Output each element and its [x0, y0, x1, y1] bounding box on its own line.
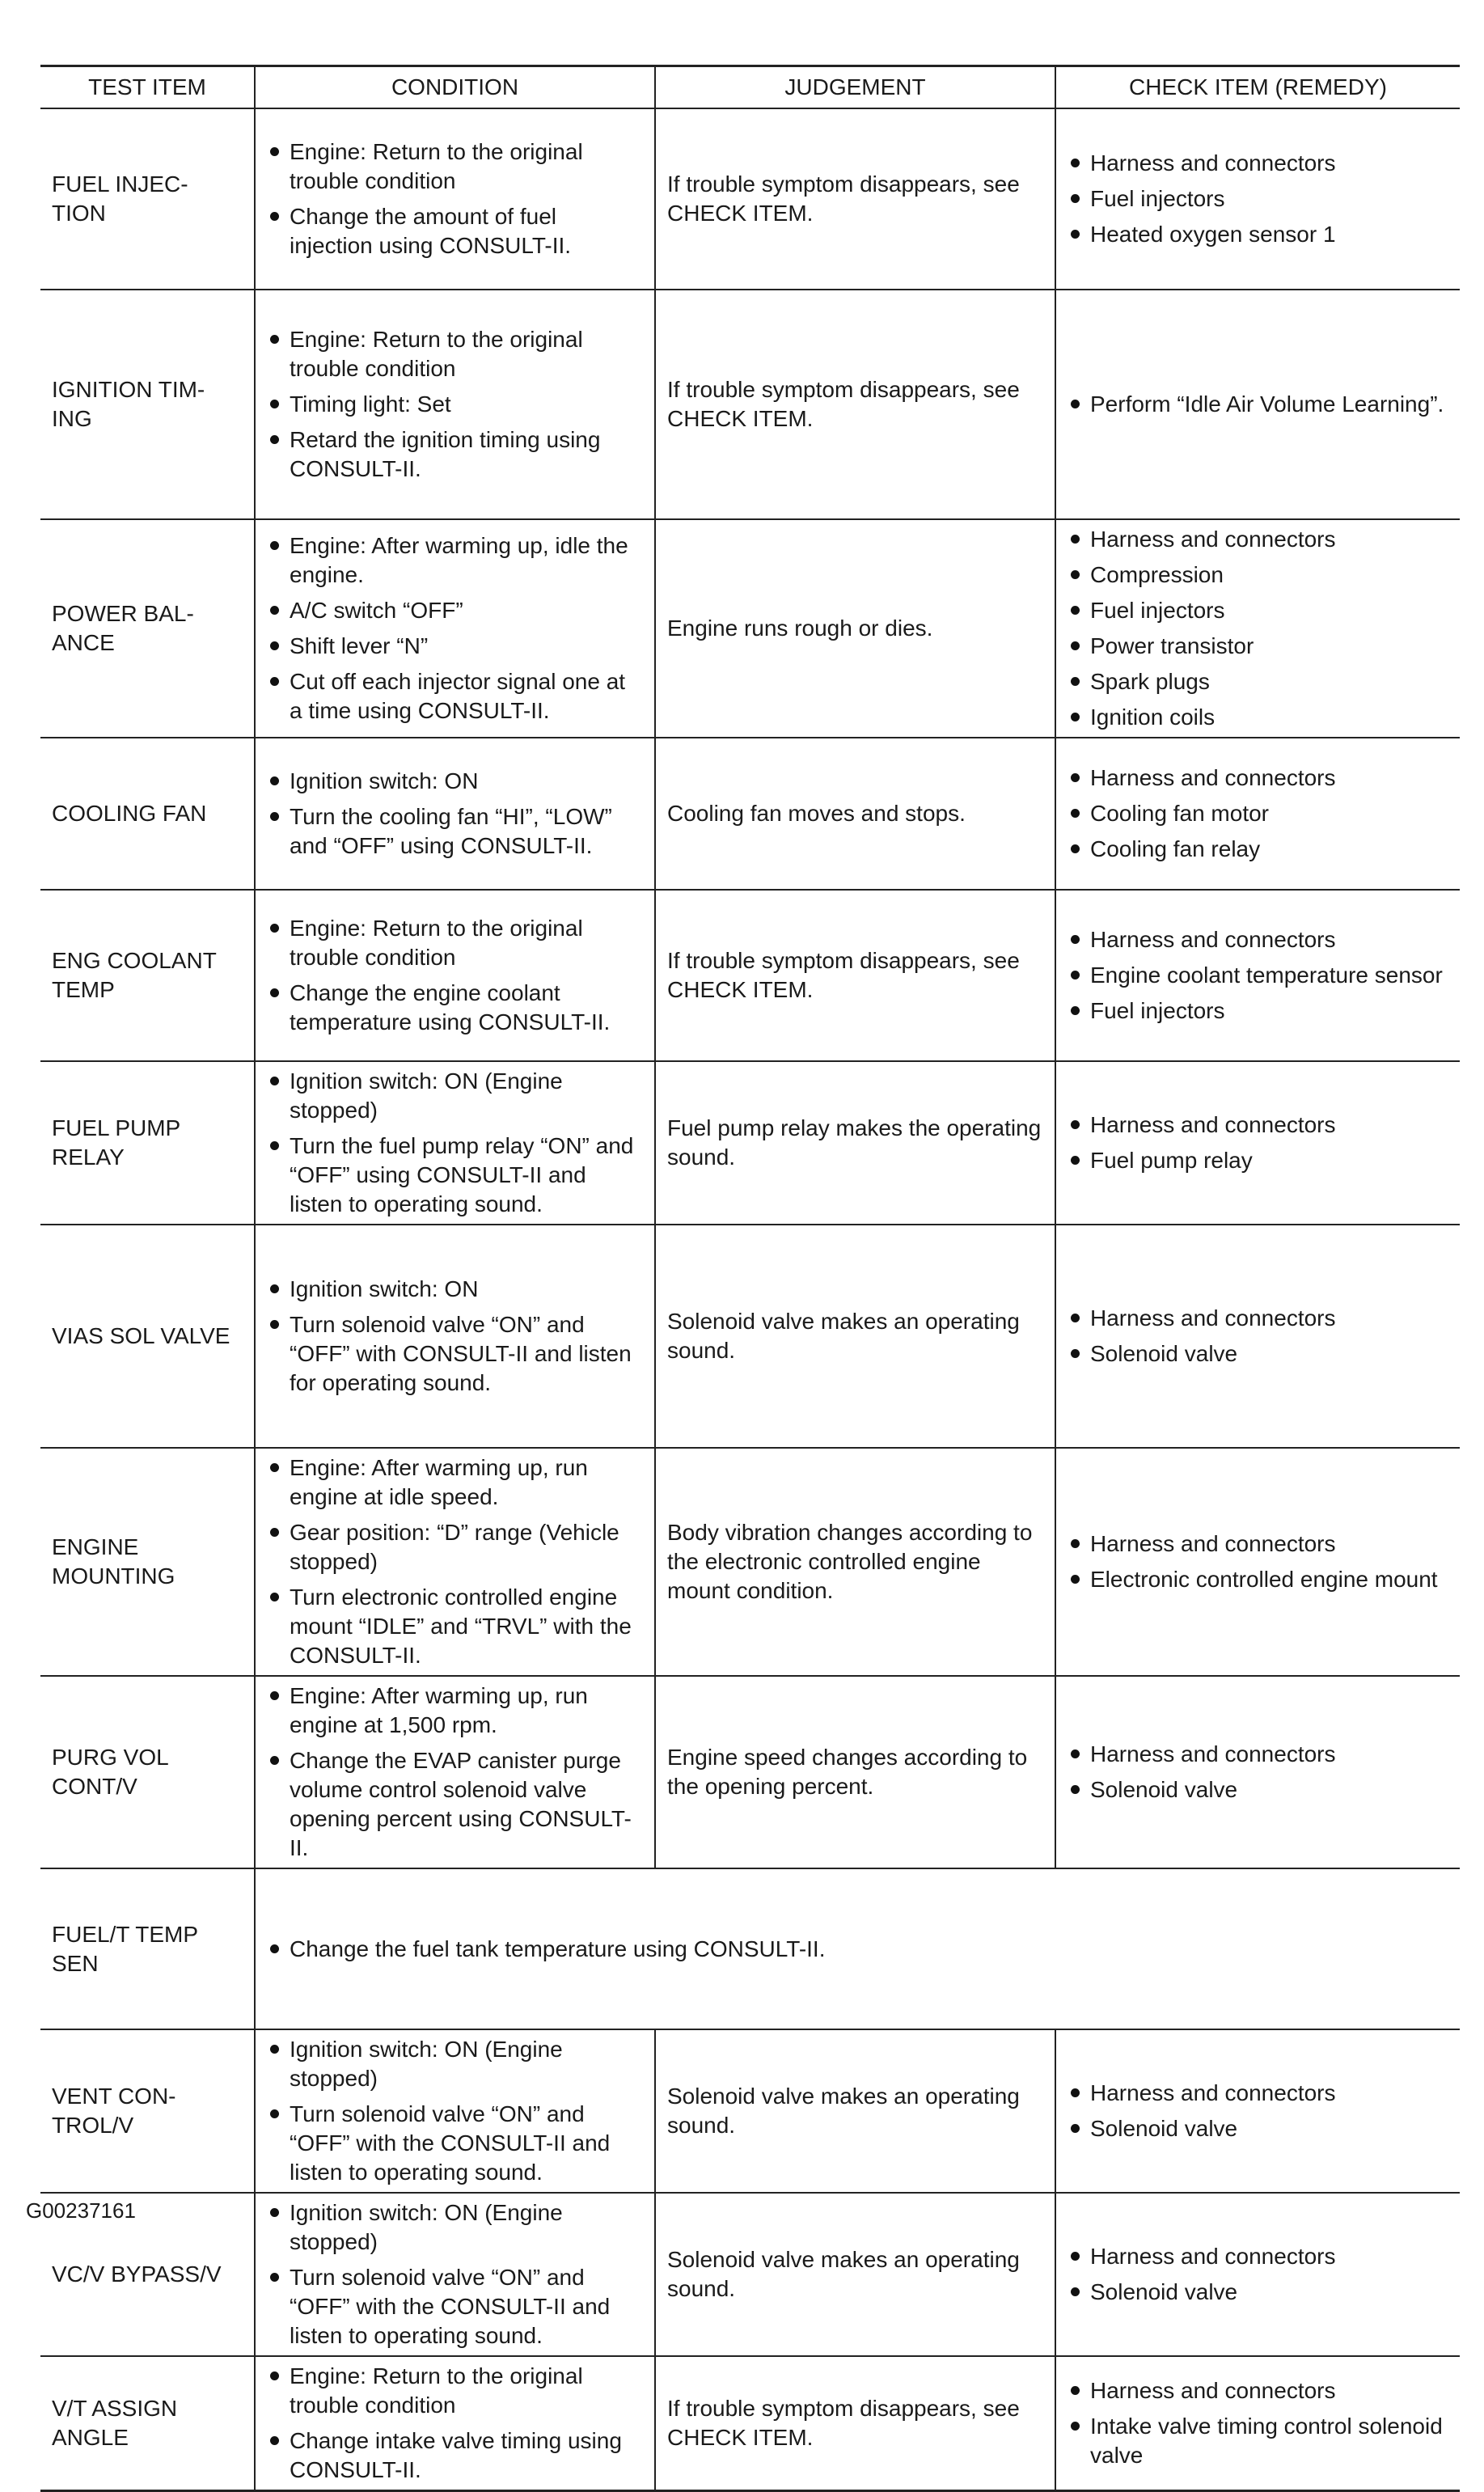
- bullet-item: Turn the cooling fan “HI”, “LOW” and “OFF” using CONSULT-II.: [267, 802, 643, 861]
- condition-cell: [255, 108, 655, 290]
- table-row: [40, 1061, 1460, 1225]
- condition-cell: [255, 2029, 655, 2193]
- condition-cell: [255, 1225, 655, 1448]
- bullet-item: Harness and connectors: [1068, 1740, 1448, 1769]
- bullet-item: Compression: [1068, 561, 1448, 590]
- check-item-list: [1068, 2242, 1448, 2307]
- bullet-item: Spark plugs: [1068, 667, 1448, 696]
- bullet-item: Fuel pump relay: [1068, 1146, 1448, 1175]
- bullet-item: Turn solenoid valve “ON” and “OFF” with the CONSULT-II and listen to operating sound.: [267, 2100, 643, 2187]
- bullet-item: Fuel injectors: [1068, 184, 1448, 214]
- figure-code: G00237161: [26, 2198, 136, 2223]
- condition-list: [267, 1682, 643, 1863]
- bullet-item: Change the fuel tank temperature using CONSULT-II.: [267, 1935, 1448, 1964]
- bullet-item: Turn solenoid valve “ON” and “OFF” with the CONSULT-II and listen to operating sound.: [267, 2263, 643, 2350]
- condition-list: [267, 1275, 643, 1398]
- table-row: [40, 519, 1460, 738]
- judgement-cell: Solenoid valve makes an operating sound.: [655, 2029, 1055, 2193]
- header-check-item: CHECK ITEM (REMEDY): [1055, 66, 1460, 109]
- check-item-cell: [1055, 290, 1460, 519]
- bullet-item: Harness and connectors: [1068, 525, 1448, 554]
- condition-list: [267, 138, 643, 260]
- bullet-item: Solenoid valve: [1068, 2114, 1448, 2143]
- bullet-item: Engine: After warming up, run engine at idle speed.: [267, 1453, 643, 1512]
- bullet-item: Cooling fan relay: [1068, 835, 1448, 864]
- bullet-item: Engine: Return to the original trouble condition: [267, 138, 643, 196]
- check-item-cell: [1055, 108, 1460, 290]
- check-item-cell: [1055, 2029, 1460, 2193]
- bullet-item: Electronic controlled engine mount: [1068, 1565, 1448, 1594]
- judgement-cell: Solenoid valve makes an operating sound.: [655, 2193, 1055, 2356]
- bullet-item: Intake valve timing control solenoid valve: [1068, 2412, 1448, 2470]
- test-item-cell: POWER BAL- ANCE: [40, 519, 255, 738]
- bullet-item: Solenoid valve: [1068, 1775, 1448, 1804]
- bullet-item: Heated oxygen sensor 1: [1068, 220, 1448, 249]
- bullet-item: Ignition switch: ON (Engine stopped): [267, 2035, 643, 2093]
- condition-cell: [255, 1061, 655, 1225]
- bullet-item: Ignition coils: [1068, 703, 1448, 732]
- bullet-item: Power transistor: [1068, 632, 1448, 661]
- judgement-cell: If trouble symptom disappears, see CHECK ITEM.: [655, 108, 1055, 290]
- bullet-item: Turn the fuel pump relay “ON” and “OFF” using CONSULT-II and listen to operating sound.: [267, 1132, 643, 1219]
- condition-cell: [255, 519, 655, 738]
- test-item-cell: PURG VOL CONT/V: [40, 1676, 255, 1868]
- table-row: [40, 1225, 1460, 1448]
- condition-cell: [255, 1676, 655, 1868]
- bullet-item: Change the EVAP canister purge volume control solenoid valve opening percent using CONSULT-II.: [267, 1746, 643, 1863]
- bullet-item: Harness and connectors: [1068, 2376, 1448, 2405]
- condition-list: [267, 325, 643, 484]
- condition-list: [267, 2362, 643, 2485]
- bullet-item: A/C switch “OFF”: [267, 596, 643, 625]
- bullet-item: Gear position: “D” range (Vehicle stopped): [267, 1518, 643, 1576]
- bullet-item: Solenoid valve: [1068, 1339, 1448, 1369]
- check-item-cell: [1055, 2193, 1460, 2356]
- table-row: [40, 738, 1460, 890]
- condition-list: [267, 767, 643, 861]
- condition-list: [267, 531, 643, 726]
- bullet-item: Engine coolant temperature sensor: [1068, 961, 1448, 990]
- condition-cell: [255, 2193, 655, 2356]
- check-item-cell: [1055, 1225, 1460, 1448]
- test-item-cell: FUEL/T TEMP SEN: [40, 1868, 255, 2029]
- test-item-cell: VC/V BYPASS/V: [40, 2193, 255, 2356]
- bullet-item: Engine: After warming up, run engine at 1,500 rpm.: [267, 1682, 643, 1740]
- check-item-cell: [1055, 1061, 1460, 1225]
- condition-list: [267, 914, 643, 1037]
- check-item-cell: [1055, 1448, 1460, 1676]
- bullet-item: Harness and connectors: [1068, 2242, 1448, 2271]
- bullet-item: Harness and connectors: [1068, 1304, 1448, 1333]
- bullet-item: Perform “Idle Air Volume Learning”.: [1068, 390, 1448, 419]
- active-test-table: [40, 65, 1460, 2492]
- table-row: [40, 890, 1460, 1061]
- judgement-cell: Fuel pump relay makes the operating sound.: [655, 1061, 1055, 1225]
- bullet-item: Change the amount of fuel injection using CONSULT-II.: [267, 202, 643, 260]
- check-item-cell: [1055, 738, 1460, 890]
- condition-cell: [255, 890, 655, 1061]
- judgement-cell: Engine speed changes according to the opening percent.: [655, 1676, 1055, 1868]
- bullet-item: Retard the ignition timing using CONSULT-II.: [267, 425, 643, 484]
- condition-cell: [255, 738, 655, 890]
- test-item-cell: IGNITION TIM- ING: [40, 290, 255, 519]
- judgement-cell: If trouble symptom disappears, see CHECK ITEM.: [655, 290, 1055, 519]
- test-item-cell: FUEL PUMP RELAY: [40, 1061, 255, 1225]
- condition-cell: [255, 2356, 655, 2491]
- test-item-cell: COOLING FAN: [40, 738, 255, 890]
- check-item-list: [1068, 1740, 1448, 1804]
- condition-list: [267, 2035, 643, 2187]
- table-row: [40, 290, 1460, 519]
- bullet-item: Shift lever “N”: [267, 632, 643, 661]
- judgement-cell: If trouble symptom disappears, see CHECK ITEM.: [655, 890, 1055, 1061]
- bullet-item: Engine: After warming up, idle the engine.: [267, 531, 643, 590]
- table-row: [40, 1676, 1460, 1868]
- check-item-list: [1068, 1304, 1448, 1369]
- table-row: [40, 2356, 1460, 2491]
- bullet-item: Harness and connectors: [1068, 1529, 1448, 1559]
- bullet-item: Change the engine coolant temperature using CONSULT-II.: [267, 979, 643, 1037]
- condition-cell: [255, 290, 655, 519]
- judgement-cell: Cooling fan moves and stops.: [655, 738, 1055, 890]
- bullet-item: Ignition switch: ON: [267, 767, 643, 796]
- check-item-cell: [1055, 890, 1460, 1061]
- check-item-list: [1068, 764, 1448, 864]
- bullet-item: Engine: Return to the original trouble condition: [267, 2362, 643, 2420]
- bullet-item: Harness and connectors: [1068, 925, 1448, 954]
- judgement-cell: If trouble symptom disappears, see CHECK ITEM.: [655, 2356, 1055, 2491]
- bullet-item: Fuel injectors: [1068, 596, 1448, 625]
- check-item-list: [1068, 1529, 1448, 1594]
- bullet-item: Solenoid valve: [1068, 2278, 1448, 2307]
- judgement-cell: Body vibration changes according to the electronic controlled engine mount condition.: [655, 1448, 1055, 1676]
- condition-list: [267, 1935, 1448, 1964]
- bullet-item: Turn solenoid valve “ON” and “OFF” with CONSULT-II and listen for operating sound.: [267, 1310, 643, 1398]
- test-item-cell: FUEL INJEC- TION: [40, 108, 255, 290]
- condition-cell: [255, 1868, 1460, 2029]
- check-item-list: [1068, 2376, 1448, 2470]
- bullet-item: Harness and connectors: [1068, 764, 1448, 793]
- test-item-cell: ENGINE MOUNTING: [40, 1448, 255, 1676]
- header-test-item: TEST ITEM: [40, 66, 255, 109]
- table-row: [40, 108, 1460, 290]
- judgement-cell: Solenoid valve makes an operating sound.: [655, 1225, 1055, 1448]
- check-item-cell: [1055, 519, 1460, 738]
- bullet-item: Harness and connectors: [1068, 2079, 1448, 2108]
- check-item-cell: [1055, 2356, 1460, 2491]
- table-row: [40, 1448, 1460, 1676]
- check-item-list: [1068, 925, 1448, 1026]
- bullet-item: Engine: Return to the original trouble condition: [267, 325, 643, 383]
- bullet-item: Fuel injectors: [1068, 996, 1448, 1026]
- condition-cell: [255, 1448, 655, 1676]
- condition-list: [267, 1067, 643, 1219]
- table-row: [40, 2029, 1460, 2193]
- test-item-cell: VENT CON- TROL/V: [40, 2029, 255, 2193]
- bullet-item: Cooling fan motor: [1068, 799, 1448, 828]
- bullet-item: Harness and connectors: [1068, 1111, 1448, 1140]
- header-condition: CONDITION: [255, 66, 655, 109]
- bullet-item: Harness and connectors: [1068, 149, 1448, 178]
- test-item-cell: VIAS SOL VALVE: [40, 1225, 255, 1448]
- condition-list: [267, 2198, 643, 2350]
- judgement-cell: Engine runs rough or dies.: [655, 519, 1055, 738]
- test-item-cell: ENG COOLANT TEMP: [40, 890, 255, 1061]
- bullet-item: Timing light: Set: [267, 390, 643, 419]
- bullet-item: Turn electronic controlled engine mount “IDLE” and “TRVL” with the CONSULT-II.: [267, 1583, 643, 1670]
- bullet-item: Ignition switch: ON (Engine stopped): [267, 1067, 643, 1125]
- bullet-item: Engine: Return to the original trouble condition: [267, 914, 643, 972]
- test-item-cell: V/T ASSIGN ANGLE: [40, 2356, 255, 2491]
- check-item-list: [1068, 149, 1448, 249]
- table-row: [40, 2193, 1460, 2356]
- check-item-list: [1068, 390, 1448, 419]
- check-item-list: [1068, 1111, 1448, 1175]
- header-judgement: JUDGEMENT: [655, 66, 1055, 109]
- bullet-item: Ignition switch: ON: [267, 1275, 643, 1304]
- bullet-item: Ignition switch: ON (Engine stopped): [267, 2198, 643, 2257]
- bullet-item: Cut off each injector signal one at a time using CONSULT-II.: [267, 667, 643, 726]
- condition-list: [267, 1453, 643, 1670]
- table-header-row: [40, 66, 1460, 109]
- table-row: [40, 1868, 1460, 2029]
- bullet-item: Change intake valve timing using CONSULT-II.: [267, 2426, 643, 2485]
- check-item-list: [1068, 2079, 1448, 2143]
- check-item-list: [1068, 525, 1448, 732]
- check-item-cell: [1055, 1676, 1460, 1868]
